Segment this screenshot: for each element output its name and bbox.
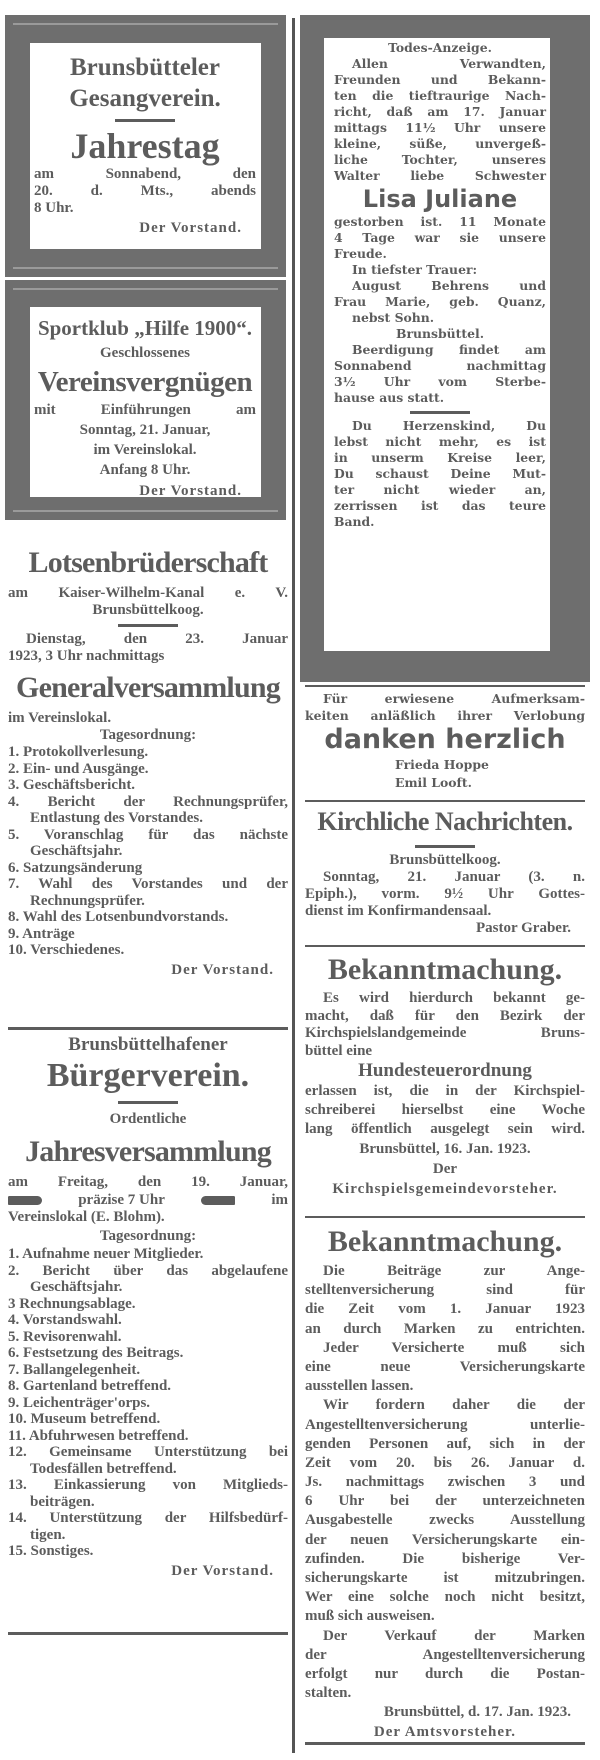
- text-line: 13. Einkassierung von Mitglieds-: [8, 1477, 288, 1493]
- text-line: Der: [432, 1161, 458, 1177]
- divider: [305, 685, 585, 687]
- text-line: Kirchspielslandgemeinde Bruns-: [305, 1025, 585, 1041]
- heading: Jahresversammlung: [25, 1135, 271, 1168]
- ad-gesangverein: [34, 52, 256, 239]
- text-line: Für erwiesene Aufmerksam-: [323, 691, 585, 706]
- text-line: mit Einführungen am: [34, 402, 256, 418]
- text-line: stelltenversicherung sind für: [305, 1282, 585, 1299]
- text-line: beiträgen.: [30, 1493, 95, 1510]
- rule-divider: [305, 840, 585, 852]
- notice-dog-tax: [305, 950, 585, 1199]
- text-line: eine neue Versicherungskarte: [305, 1358, 585, 1375]
- pointing-hand-right-icon: [8, 1196, 42, 1205]
- text-line: an durch Marken zu entrichten.: [305, 1320, 585, 1337]
- text-line: Brunsbüttelkoog.: [389, 852, 501, 868]
- time-line: [8, 1191, 288, 1209]
- text-line: 2. Ein- und Ausgänge.: [8, 760, 149, 777]
- text-line: Du schaust Deine Mut-: [334, 466, 546, 481]
- rule-divider: [334, 406, 546, 418]
- text-line: 8. Wahl des Lotsenbundvorstands.: [8, 909, 229, 925]
- text-line: 9. Anträge: [8, 925, 75, 942]
- text-line: dienst im Konfirmandensaal.: [305, 903, 492, 919]
- divider: [305, 1216, 585, 1218]
- heading: Brunsbüttelhafener: [68, 1034, 228, 1055]
- text-line: Emil Looft.: [395, 775, 472, 790]
- text-line: Es wird hierdurch bekannt ge-: [323, 990, 585, 1006]
- text-line: Allen Verwandten,: [352, 56, 546, 71]
- text-line: 7. Ballangelegenheit.: [8, 1361, 141, 1378]
- text-line: Ausgabestelle zwecks Ausstellung: [305, 1512, 585, 1529]
- text-line: Todesfällen betreffend.: [30, 1460, 177, 1477]
- text-line: 11. Abfuhrwesen betreffend.: [8, 1427, 189, 1444]
- text-line: Pastor Graber.: [476, 920, 571, 936]
- text-line: 4. Vorstandswahl.: [8, 1312, 122, 1328]
- text-line: 7. Wahl des Vorstandes und der: [8, 876, 288, 892]
- text-line: zerrissen ist das teure: [334, 498, 546, 513]
- text-line: In tiefster Trauer:: [352, 262, 478, 277]
- text-line: Du Herzenskind, Du: [352, 418, 546, 433]
- text-line: genden Personen auf, sich in der: [305, 1435, 585, 1452]
- heading: Hundesteuerordnung: [358, 1060, 532, 1081]
- text-line: Epiph.), vorm. 9½ Uhr Gottes-: [305, 886, 585, 902]
- text-line: Tagesordnung:: [99, 727, 197, 743]
- text-line: am Freitag, den 19. Januar,: [8, 1174, 288, 1190]
- text-line: 20. d. Mts., abends: [34, 183, 256, 199]
- heading: Kirchliche Nachrichten.: [317, 807, 573, 836]
- text-line: Der Vorstand.: [139, 220, 242, 236]
- text-line: Die Beiträge zur Ange-: [323, 1263, 585, 1279]
- text-line: Der Vorstand.: [139, 483, 242, 499]
- text-line: schreiberei hierselbst eine Woche: [305, 1102, 585, 1118]
- divider: [305, 945, 585, 947]
- heading: Bekanntmachung.: [327, 953, 563, 986]
- text-line: mittags 11½ Uhr unsere: [334, 120, 546, 135]
- text-line: Frau Marie, geb. Quanz,: [334, 294, 546, 309]
- text-line: 8 Uhr.: [34, 200, 74, 216]
- text-line: 12. Gemeinsame Unterstützung bei: [8, 1444, 288, 1460]
- text-line: Walter liebe Schwester: [334, 168, 546, 183]
- text-line: 6 Uhr bei der unterzeichneten: [305, 1493, 585, 1510]
- text-line: ausstellen lassen.: [305, 1378, 414, 1395]
- text-line: im Vereinslokal.: [8, 710, 112, 726]
- text-line: ter nicht wieder an,: [334, 482, 546, 497]
- text-line: 15. Sonstiges.: [8, 1543, 94, 1559]
- ad-buergerverein-head: [8, 1034, 288, 1191]
- text-line: liche Tochter, unseres: [334, 152, 546, 167]
- pointing-hand-left-icon: [201, 1196, 235, 1205]
- text-line: Rechnungsprüfer.: [30, 892, 145, 909]
- text-line: Ordentliche: [109, 1111, 187, 1127]
- text-line: 8. Gartenland betreffend.: [8, 1378, 172, 1394]
- text-line: am Kaiser-Wilhelm-Kanal e. V.: [8, 585, 288, 601]
- text-line: Sonntag, 21. Januar (3. n.: [323, 869, 585, 885]
- divider: [305, 1742, 585, 1745]
- church-news: [305, 804, 585, 937]
- text-line: Der Vorstand.: [171, 961, 274, 978]
- text-line: muß sich ausweisen.: [305, 1608, 435, 1625]
- text-line: Brunsbüttel, 16. Jan. 1923.: [359, 1141, 531, 1157]
- text-line: 3½ Uhr vom Sterbe-: [334, 374, 546, 389]
- text-line: 10. Museum betreffend.: [8, 1411, 161, 1427]
- text-line: gestorben ist. 11 Monate: [334, 214, 546, 229]
- heading: Gesangverein.: [69, 85, 221, 112]
- text-line: Todes-Anzeige.: [388, 40, 492, 55]
- divider: [305, 800, 585, 802]
- text-line: stalten.: [305, 1685, 352, 1702]
- text-line: sicherungskarte ist mitzubringen.: [305, 1570, 585, 1586]
- text-line: 5. Voranschlag für das nächste: [8, 826, 288, 843]
- heading: Vereinsvergnügen: [37, 366, 253, 398]
- heading: Lotsenbrüderschaft: [28, 546, 268, 579]
- text-line: Angestelltenversicherung unterlie-: [305, 1416, 585, 1433]
- text-line: Der Verkauf der Marken: [323, 1627, 585, 1644]
- text-line: Freunden und Bekann-: [334, 72, 546, 87]
- text-line: erlassen ist, die in der Kirchspiel-: [305, 1083, 585, 1099]
- text-line: richt, daß am 17. Januar: [334, 104, 546, 119]
- text-line: 10. Verschiedenes.: [8, 942, 125, 958]
- text-line: kleine, süße, unvergeß-: [334, 136, 546, 151]
- heading: Sportklub „Hilfe 1900“.: [37, 316, 253, 340]
- text-line: Band.: [334, 514, 375, 529]
- text-line: keiten anläßlich ihrer Verlobung: [305, 708, 585, 723]
- text-line: 9. Leichenträger'orps.: [8, 1394, 151, 1411]
- text-line: Vereinslokal (E. Blohm).: [8, 1209, 165, 1225]
- text-line: zufinden. Die bisherige Ver-: [305, 1550, 585, 1567]
- heading: Bürgerverein.: [46, 1057, 250, 1094]
- text-line: in unserm Kreise leer,: [334, 450, 546, 465]
- text-line: 5. Revisorenwahl.: [8, 1328, 122, 1345]
- text-line: Frieda Hoppe: [395, 757, 489, 772]
- text-line: Brunsbüttelkoog.: [92, 602, 204, 618]
- heading: Lisa Juliane: [362, 185, 518, 213]
- heading: Bekanntmachung.: [327, 1225, 563, 1258]
- text-line: 4 Tage war sie unsere: [334, 230, 546, 245]
- rule-divider: [8, 1096, 288, 1108]
- notice-insurance: [305, 1222, 585, 1742]
- ad-sportklub: [34, 314, 256, 502]
- text-line: Dienstag, den 23. Januar: [26, 631, 288, 647]
- text-line: hause aus statt.: [334, 390, 445, 405]
- text-line: ten die tieftraurige Nach-: [334, 88, 546, 103]
- text-line: Tagesordnung:: [99, 1228, 197, 1244]
- text-line: 3. Geschäftsbericht.: [8, 777, 136, 793]
- text-line: lebst nicht mehr, es ist: [334, 434, 546, 449]
- text-line: 2. Bericht über das abgelaufene: [8, 1262, 288, 1279]
- text-line: 6. Satzungsänderung: [8, 859, 143, 876]
- ad-buergerverein-agenda: [8, 1209, 288, 1582]
- text-line: erfolgt nur durch die Postan-: [305, 1665, 585, 1682]
- text-line: der Angestelltenversicherung: [305, 1646, 585, 1663]
- text-line: 1. Protokollverlesung.: [8, 744, 149, 760]
- time-text: präzise 7 Uhr: [78, 1192, 165, 1208]
- text-line: Brunsbüttel, d. 17. Jan. 1923.: [383, 1704, 571, 1721]
- heading: Generalversammlung: [16, 671, 280, 704]
- text-line: Wir fordern daher die der: [323, 1397, 585, 1414]
- text-line: Anfang 8 Uhr.: [99, 462, 191, 478]
- divider: [8, 1027, 288, 1030]
- column-divider: [292, 18, 295, 1753]
- divider: [8, 1632, 288, 1635]
- time-after-text: im: [271, 1192, 288, 1208]
- text-line: 1. Aufnahme neuer Mitglieder.: [8, 1246, 204, 1262]
- heading: danken herzlich: [324, 724, 566, 755]
- text-line: 4. Bericht der Rechnungsprüfer,: [8, 793, 288, 810]
- thanks-notice: [305, 690, 585, 792]
- text-line: tigen.: [30, 1526, 66, 1543]
- text-line: nebst Sohn.: [352, 310, 435, 325]
- rule-divider: [8, 619, 288, 631]
- text-line: Geschäftsjahr.: [30, 1279, 123, 1295]
- text-line: Geschäftsjahr.: [30, 843, 123, 859]
- ad-lotsenbruederschaft: [8, 540, 288, 981]
- heading: Jahrestag: [70, 126, 220, 166]
- text-line: Brunsbüttel.: [395, 326, 485, 341]
- text-line: im Vereinslokal.: [93, 442, 197, 458]
- text-line: Sonntag, 21. Januar,: [79, 422, 211, 438]
- text-line: Zeit vom 20. bis 26. Januar d.: [305, 1454, 585, 1471]
- text-line: Freude.: [334, 246, 387, 261]
- text-line: 3 Rechnungsablage.: [8, 1295, 136, 1312]
- text-line: büttel eine: [305, 1042, 373, 1059]
- text-line: der neuen Versicherungskarte ein-: [305, 1531, 585, 1548]
- text-line: Entlastung des Vorstandes.: [30, 810, 203, 826]
- text-line: lang öffentlich ausgelegt sein wird.: [305, 1121, 585, 1137]
- text-line: Beerdigung findet am: [352, 342, 546, 357]
- text-line: die Zeit vom 1. Januar 1923: [305, 1301, 585, 1318]
- text-line: August Behrens und: [352, 278, 546, 293]
- text-line: am Sonnabend, den: [34, 166, 256, 182]
- obituary: [334, 40, 546, 530]
- heading: Brunsbütteler: [70, 54, 220, 81]
- text-line: Der Amtsvorsteher.: [373, 1723, 517, 1740]
- text-line: Geschlossenes: [100, 345, 190, 361]
- text-line: Js. nachmittags zwischen 3 und: [305, 1474, 585, 1491]
- text-line: 14. Unterstützung der Hilfsbedürf-: [8, 1510, 288, 1526]
- text-line: 1923, 3 Uhr nachmittags: [8, 648, 165, 664]
- text-line: 6. Festsetzung des Beitrags.: [8, 1345, 184, 1361]
- text-line: Sonnabend nachmittag: [334, 358, 546, 373]
- rule-divider: [34, 114, 256, 126]
- text-line: Jeder Versicherte muß sich: [323, 1339, 585, 1356]
- text-line: Der Vorstand.: [171, 1562, 274, 1579]
- text-line: Wer eine solche noch nicht besitzt,: [305, 1589, 585, 1606]
- text-line: macht, daß für den Bezirk der: [305, 1007, 585, 1024]
- text-line: Kirchspielsgemeindevorsteher.: [332, 1181, 558, 1197]
